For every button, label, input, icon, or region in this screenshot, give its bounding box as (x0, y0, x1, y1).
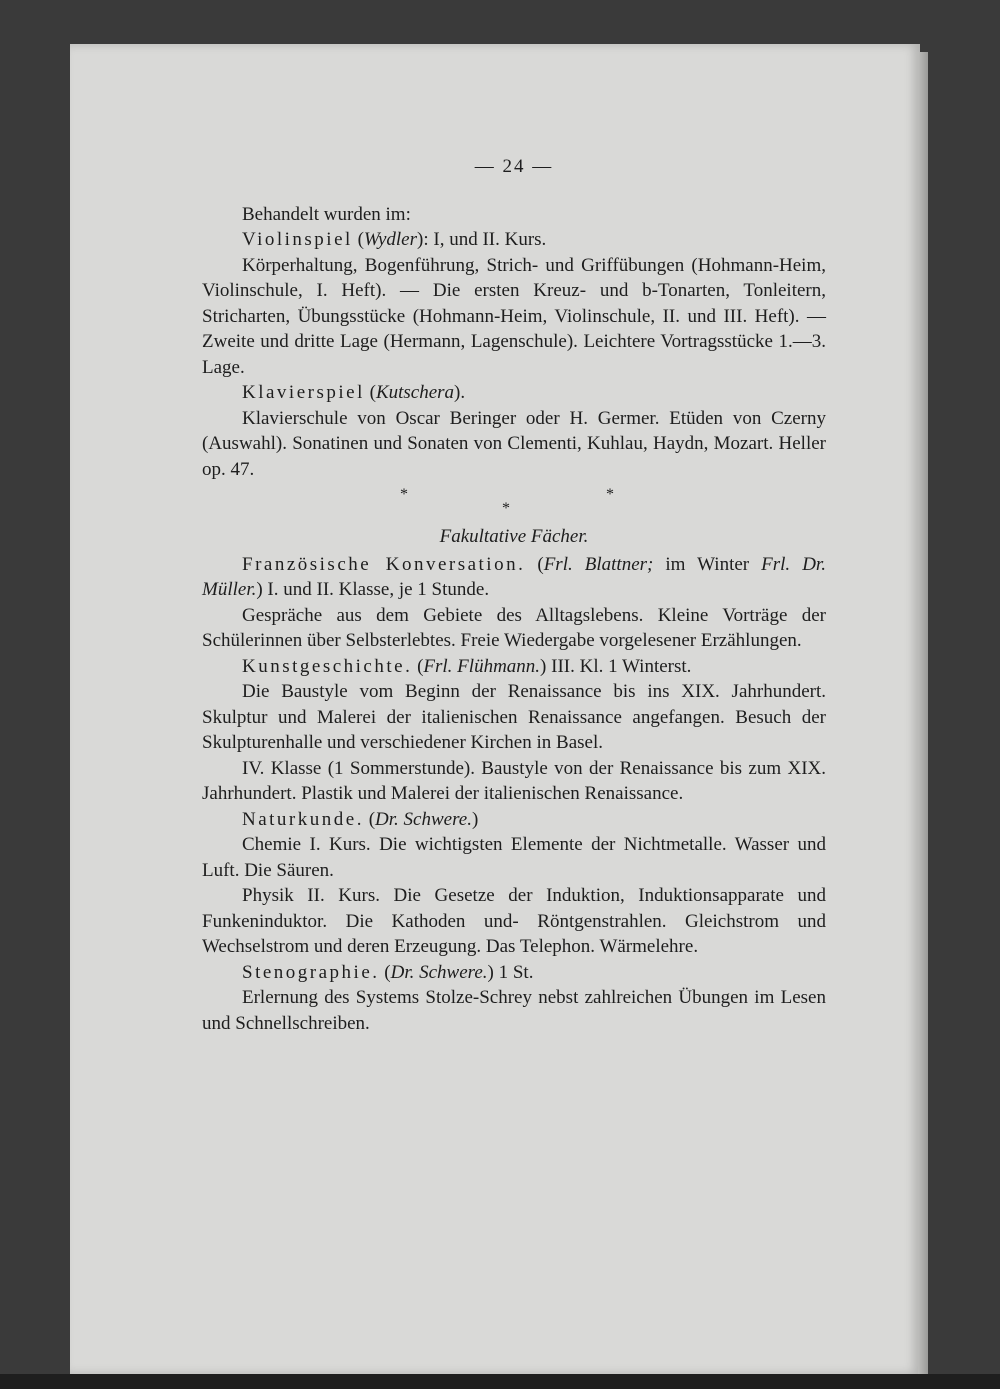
science-subject: Naturkunde. (242, 808, 364, 830)
piano-title: Klavierspiel (Kutschera). (242, 382, 466, 403)
french-title: Französische Konversation. (Frl. Blattner; im Winter Frl. Dr. Müller.) I. und II. Klasse, je 1 Stunde. (202, 553, 826, 600)
french-body: Gespräche aus dem Gebiete des Alltagslebens. Kleine Vorträge der Schülerinnen über Selbsterlebtes. Freie Wiedergabe vorgelesener Erzählungen. (202, 604, 826, 651)
intro-line: Behandelt wurden im: (242, 203, 411, 225)
french-middle: im Winter (653, 553, 762, 575)
separator-stars (202, 482, 826, 524)
page-text (202, 154, 826, 1036)
steno-rest: ) 1 St. (487, 961, 534, 983)
french-subject: Französische Konversation. (242, 553, 526, 575)
violin-courses: : I, und II. Kurs. (423, 229, 547, 250)
physics-body: Physik II. Kurs. Die Gesetze der Induktion, Induktionsapparate und Funkeninduktor. Die Kathoden und- Röntgenstrahlen. Gleichstrom und Wechselstrom und deren Erzeugung. Das Telephon. Wärmelehre. (202, 885, 826, 957)
chemistry-body: Chemie I. Kurs. Die wichtigsten Elemente der Nichtmetalle. Wasser und Luft. Die Säuren. (202, 834, 826, 881)
art-body: Die Baustyle vom Beginn der Renaissance bis ins XIX. Jahrhundert. Skulptur und Malerei der italienischen Renaissance angefangen. Besuch der Skulpturenhalle und verschiedener Kirchen in Basel. (202, 681, 826, 753)
steno-body: Erlernung des Systems Stolze-Schrey nebst zahlreichen Übungen im Lesen und Schnellschreiben. (202, 987, 826, 1034)
science-title: Naturkunde. (Dr. Schwere.) (242, 808, 479, 830)
page-edge (918, 52, 928, 1374)
violin-title: Violinspiel (Wydler): I, und II. Kurs. (242, 229, 547, 250)
piano-body: Klavierschule von Oscar Beringer oder H. Germer. Etüden von Czerny (Auswahl). Sonatinen und Sonaten von Clementi, Kuhlau, Haydn, Mozart. Heller op. 47. (202, 407, 826, 480)
science-rest: ) (471, 808, 479, 830)
star-left: * (400, 486, 408, 503)
steno-teacher: Dr. Schwere. (390, 961, 488, 983)
art-body-2: IV. Klasse (1 Sommerstunde). Baustyle von der Renaissance bis zum XIX. Jahrhundert. Plastik und Malerei der italienischen Renaissance. (202, 757, 826, 804)
art-title: Kunstgeschichte. (Frl. Flühmann.) III. Kl. 1 Winterst. (242, 655, 692, 677)
page-number: — 24 — (474, 156, 554, 177)
french-teacher-2: Frl. Dr. Müller. (202, 553, 826, 600)
art-subject: Kunstgeschichte. (242, 655, 413, 677)
violin-subject: Violinspiel (242, 229, 353, 250)
science-teacher: Dr. Schwere. (375, 808, 472, 830)
piano-subject: Klavierspiel (242, 382, 365, 403)
art-teacher: Frl. Flühmann. (423, 655, 541, 677)
section-heading: Fakultative Fächer. (439, 526, 589, 547)
piano-teacher: Kutschera (375, 382, 455, 403)
steno-subject: Stenographie. (242, 961, 380, 983)
star-middle: * (502, 500, 510, 517)
french-teacher: Frl. Blattner; (543, 553, 654, 575)
star-right: * (606, 486, 614, 503)
violin-body: Körperhaltung, Bogenführung, Strich- und Griffübungen (Hohmann-Heim, Violinschule, I. Heft). — Die ersten Kreuz- und b-Tonarten, Tonleitern, Stricharten, Übungsstücke (Hohmann-Heim, Violinschule, II. und III. Heft). — Zweite und dritte Lage (Hermann, Lagenschule). Leichtere Vortragsstücke 1.—3. Lage. (202, 254, 826, 378)
art-rest: ) III. Kl. 1 Winterst. (540, 655, 692, 677)
french-rest: ) I. und II. Klasse, je 1 Stunde. (256, 579, 490, 600)
steno-title: Stenographie. (Dr. Schwere.) 1 St. (242, 961, 534, 983)
violin-teacher: Wydler (363, 229, 418, 250)
scan-border (0, 1374, 1000, 1389)
piano-end: . (460, 382, 466, 403)
